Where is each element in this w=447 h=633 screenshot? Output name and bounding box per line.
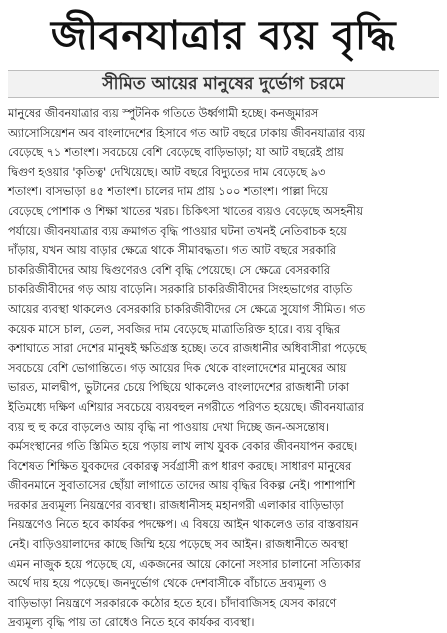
article-line: সবচেয়ে বেশি ভোগান্তিতে। গড় আয়ের দিক থেকে বাংলাদেশের মানুষের আয়	[8, 361, 347, 375]
article-line: বিশেষত শিক্ষিত যুবকদের বেকারত্ব সর্বগ্রাসী রূপ ধারণ করছে। সাধারণ মানুষের	[8, 459, 352, 473]
article-line: এমন নাজুক হয়ে পড়েছে যে, একজনের আয়ে কোনো সংসার চালানো সত্যিকার	[8, 557, 361, 571]
article-body	[8, 104, 439, 630]
article-line: জীবনমানে সুবাতাসের ছোঁয়া লাগাতে তাদের আয় বৃদ্ধির বিকল্প নেই। পাশাপাশি	[8, 479, 356, 493]
subheadline-box	[8, 70, 439, 98]
article-line: ভারত, মালদ্বীপ, ভুটানের চেয়ে পিছিয়ে থাকলেও বাংলাদেশের রাজধানী ঢাকা	[8, 381, 350, 395]
article-headline: জীবনযাত্রার ব্যয় বৃদ্ধি	[50, 12, 397, 59]
article-line: ব্যয় হু হু করে বাড়লেও আয় বৃদ্ধি না পাওয়ায় দেখা দিচ্ছে জন-অসন্তোষ।	[8, 420, 329, 434]
article-line: ইতিমধ্যে দক্ষিণ এশিয়ার সবচেয়ে ব্যয়বহুল নগরীতে পরিণত হয়েছে। জীবনযাত্রার	[8, 400, 364, 414]
article-line: দ্বিগুণ হওয়ার 'কৃতিত্ব' দেখিয়েছে। আট বছরে বিদ্যুতের দাম বেড়েছে ৯৩	[8, 165, 326, 179]
article-line: কয়েক মাসে চাল, তেল, সবজির দাম বেড়েছে মাত্রাতিরিক্ত হারে। ব্যয় বৃদ্ধির	[8, 322, 341, 336]
article-line: মানুষের জীবনযাত্রার ব্যয় স্পুটনিক গতিতে উর্ধ্বগামী হচ্ছে। কনজুমারস	[8, 107, 319, 120]
article-line: পর্যায়ে। জীবনযাত্রার ব্যয় ক্রমাগত বৃদ্ধি পাওয়ার ঘটনা তখনই নেতিবাচক হয়ে	[8, 224, 347, 238]
article-line: অ্যাসোসিয়েশন অব বাংলাদেশের হিসাবে গত আট বছরে ঢাকায় জীবনযাত্রার ব্যয়	[8, 126, 365, 140]
article-line: বেড়েছে পোশাক ও শিক্ষা খাতের খরচ। চিকিৎসা খাতের ব্যয়ও বেড়েছে অসহনীয়	[8, 204, 363, 218]
article-line: কশাঘাতে সারা দেশের মানুষই ক্ষতিগ্রস্ত হচ্ছে। তবে রাজধানীর অধিবাসীরা পড়েছে	[8, 342, 367, 356]
article-line: বাড়িভাড়া নিয়ন্ত্রণে সরকারকে কঠোর হতে হবে। চাঁদাবাজিসহ যেসব কারণে	[8, 596, 337, 610]
article-line: কর্মসংস্থানের গতি স্তিমিত হয়ে পড়ায় লাখ লাখ যুবক বেকার জীবনযাপন করছে।	[8, 440, 358, 454]
article-subheadline: সীমিত আয়ের মানুষের দুর্ভোগ চরমে	[102, 74, 345, 94]
article-line: দাঁড়ায়, যখন আয় বাড়ার ক্ষেত্রে থাকে সীমাবদ্ধতা। গত আট বছরে সরকারি	[8, 244, 336, 258]
article-line: চাকরিজীবীদের আয় দ্বিগুণেরও বেশি বৃদ্ধি পেয়েছে। সে ক্ষেত্রে বেসরকারি	[8, 263, 330, 277]
article-line: আয়ের ব্যবস্থা থাকলেও বেসরকারি চাকরিজীবীদের সে ক্ষেত্রে সুযোগ সীমিত। গত	[8, 302, 366, 316]
article-line: শতাংশ। বাসভাড়া ৪৫ শতাংশ। চালের দাম প্রায় ১০০ শতাংশ। পাল্লা দিয়ে	[8, 185, 328, 199]
article-line: দরকার দ্রব্যমূল্য নিয়ন্ত্রণের ব্যবস্থা। রাজধানীসহ মহানগরী এলাকার বাড়িভাড়া	[8, 498, 344, 512]
article-line: অর্থে দায় হয়ে পড়েছে। জনদুর্ভোগ থেকে দেশবাসীকে বাঁচাতে দ্রব্যমূল্য ও	[8, 577, 327, 591]
article-line: বেড়েছে ৭১ শতাংশ। সবচেয়ে বেশি বেড়েছে বাড়িভাড়া; যা আট বছরেই প্রায়	[8, 146, 344, 160]
article-line: চাকরিজীবীদের গড় আয় বাড়েনি। সরকারি চাকরিজীবীদের সিংহভাগের বাড়তি	[8, 283, 353, 297]
article-line: নেই। বাড়িওয়ালাদের কাছে জিম্মি হয়ে পড়েছে সব আইন। রাজধানীতে অবস্থা	[8, 538, 348, 552]
article-line: দ্রব্যমূল্য বৃদ্ধি পায় তা রোধেও নিতে হবে কার্যকর ব্যবস্থা।	[8, 616, 255, 630]
article-line: নিয়ন্ত্রণেও নিতে হবে কার্যকর পদক্ষেপ। এ বিষয়ে আইন থাকলেও তার বাস্তবায়ন	[8, 518, 359, 532]
